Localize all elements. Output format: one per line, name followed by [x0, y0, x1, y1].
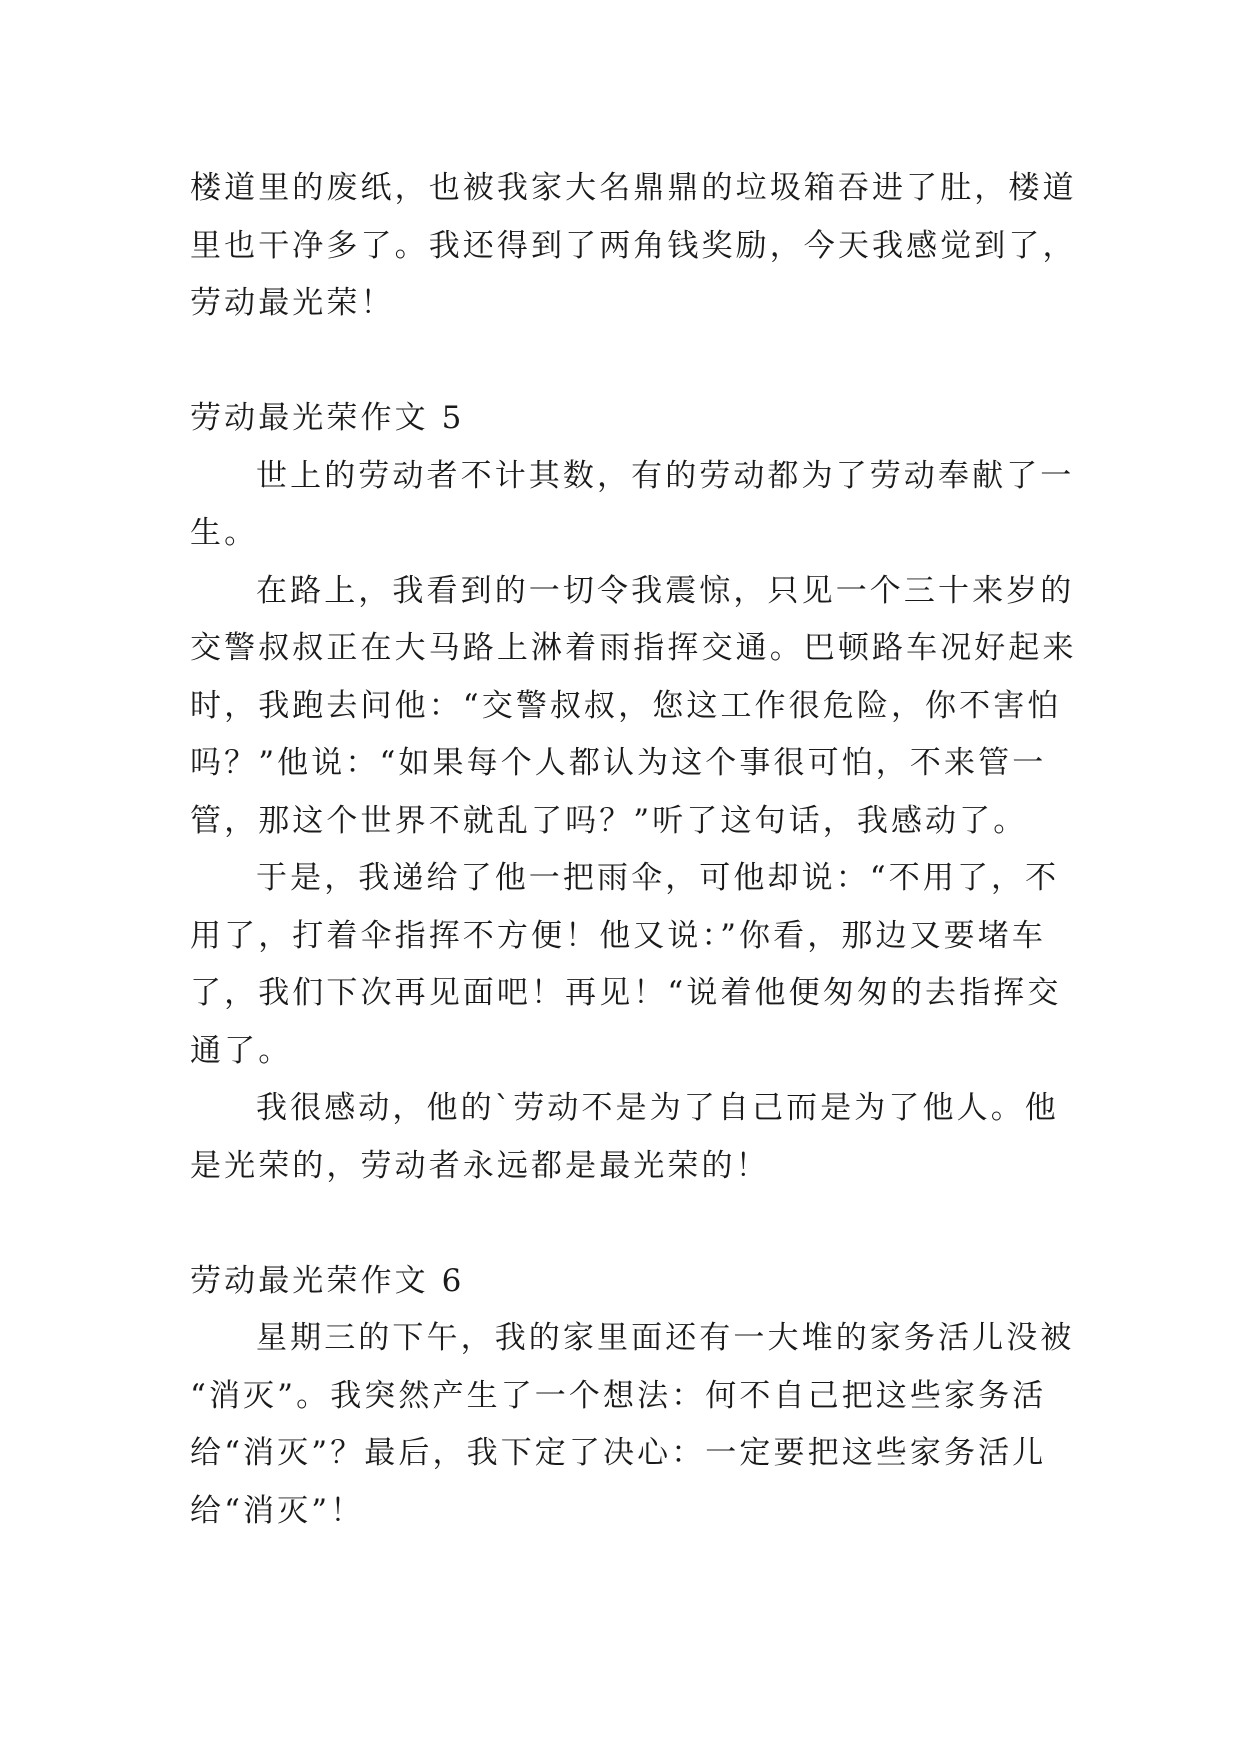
paragraph-line: 星期三的下午，我的家里面还有一大堆的家务活儿没被	[256, 1320, 1075, 1356]
paragraph-line: 给“消灭”！	[190, 1492, 365, 1529]
paragraph-line: 通了。	[190, 1032, 293, 1069]
paragraph-line: 吗？”他说：“如果每个人都认为这个事很可怕，不来管一	[190, 745, 1047, 781]
section-gap	[190, 333, 1060, 391]
paragraph-line: 交警叔叔正在大马路上淋着雨指挥交通。巴顿路车况好起来	[190, 630, 1077, 666]
paragraph-line: 劳动最光荣！	[190, 285, 395, 321]
paragraph-line: 里也干净多了。我还得到了两角钱奖励，今天我感觉到了，	[190, 227, 1077, 264]
paragraph-line: 生。	[190, 515, 259, 551]
paragraph-line: 用了，打着伞指挥不方便！他又说：”你看，那边又要堵车	[190, 917, 1046, 954]
paragraph-line: 在路上，我看到的一切令我震惊，只见一个三十来岁的	[256, 572, 1075, 609]
essay-6-title: 劳动最光荣作文 6	[190, 1262, 465, 1299]
paragraph-line: 给“消灭”？最后，我下定了决心：一定要把这些家务活儿	[190, 1435, 1047, 1471]
paragraph-line: 于是，我递给了他一把雨伞，可他却说：“不用了，不	[256, 860, 1060, 896]
paragraph-line: 楼道里的废纸，也被我家大名鼎鼎的垃圾箱吞进了肚，楼道	[190, 170, 1077, 206]
paragraph-line: 是光荣的，劳动者永远都是最光荣的！	[190, 1147, 770, 1184]
paragraph-line: 管，那这个世界不就乱了吗？”听了这句话，我感动了。	[190, 802, 1028, 839]
paragraph-line: 了，我们下次再见面吧！再见！“说着他便匆匆的去指挥交	[190, 975, 1062, 1011]
document-page	[190, 160, 1077, 1540]
paragraph-line: 世上的劳动者不计其数，有的劳动都为了劳动奉献了一	[256, 457, 1075, 494]
essay-5-title: 劳动最光荣作文 5	[190, 400, 465, 436]
paragraph-line: 时，我跑去问他：“交警叔叔，您这工作很危险，你不害怕	[190, 687, 1062, 724]
paragraph-line: 我很感动，他的`劳动不是为了自己而是为了他人。他	[256, 1090, 1059, 1126]
section-gap	[190, 1195, 1060, 1253]
paragraph-line: “消灭”。我突然产生了一个想法：何不自己把这些家务活	[190, 1377, 1047, 1414]
